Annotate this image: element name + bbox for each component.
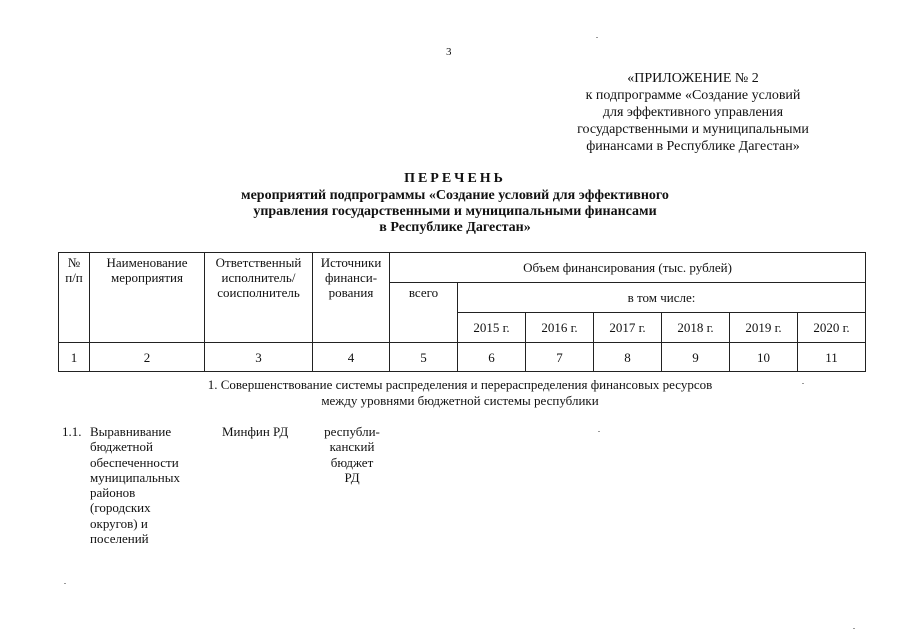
header-year: 2020 г. xyxy=(798,313,866,343)
header-total: всего xyxy=(390,283,458,343)
column-number: 8 xyxy=(594,343,662,372)
section-line: 1. Совершенствование системы распределения и перераспределения финансовых ресурсов xyxy=(207,377,713,392)
column-number: 9 xyxy=(662,343,730,372)
column-number: 11 xyxy=(798,343,866,372)
row-name-line: обеспеченности xyxy=(90,454,179,470)
row-name-line: (городских xyxy=(90,500,151,516)
column-number: 2 xyxy=(90,343,205,372)
header-year: 2016 г. xyxy=(526,313,594,343)
row-number: 1.1. xyxy=(62,424,82,439)
header-volume: Объем финансирования (тыс. рублей) xyxy=(390,253,866,283)
header-num: № п/п xyxy=(59,253,90,343)
row-funding-source xyxy=(314,424,390,485)
subtitle-line: мероприятий подпрограммы «Создание условий для эффективного xyxy=(241,188,669,203)
column-number: 3 xyxy=(205,343,313,372)
row-name-line: районов xyxy=(90,485,136,501)
header-year: 2017 г. xyxy=(594,313,662,343)
header-including: в том числе: xyxy=(458,283,866,313)
appendix-line: «ПРИЛОЖЕНИЕ № 2 xyxy=(627,71,759,86)
section-line: между уровнями бюджетной системы республики xyxy=(321,393,599,408)
appendix-header xyxy=(553,70,833,155)
appendix-line: финансами в Республике Дагестан» xyxy=(586,139,800,154)
appendix-line: государственными и муниципальными xyxy=(577,122,809,137)
scan-speck xyxy=(596,37,598,38)
column-number: 7 xyxy=(526,343,594,372)
header-year: 2018 г. xyxy=(662,313,730,343)
scan-speck xyxy=(853,628,855,629)
column-number: 6 xyxy=(458,343,526,372)
header-executor: Ответственный исполнитель/ соисполнитель xyxy=(205,253,313,343)
scan-speck xyxy=(802,383,804,384)
row-name-line: муниципальных xyxy=(90,469,181,485)
row-activity-name xyxy=(90,424,205,546)
header-year: 2019 г. xyxy=(730,313,798,343)
financing-table xyxy=(58,252,866,372)
row-executor: Минфин РД xyxy=(222,424,289,439)
row-source-line: республи- xyxy=(324,424,380,439)
subtitle-line: управления государственными и муниципальными финансами xyxy=(253,204,657,219)
row-source-line: РД xyxy=(344,469,360,485)
page-number: 3 xyxy=(446,46,452,58)
row-name-line: Выравнивание xyxy=(90,424,172,439)
row-source-line: бюджет xyxy=(330,454,374,470)
column-number: 4 xyxy=(313,343,390,372)
column-number: 5 xyxy=(390,343,458,372)
section-heading xyxy=(120,377,800,409)
row-name-line: бюджетной xyxy=(90,439,153,455)
row-name-line: округов) и xyxy=(90,515,148,531)
row-source-line: канский xyxy=(329,439,375,455)
column-number: 10 xyxy=(730,343,798,372)
document-title: ПЕРЕЧЕНЬ xyxy=(404,171,506,186)
header-source: Источники финанси-рования xyxy=(313,253,390,343)
subtitle-line: в Республике Дагестан» xyxy=(379,220,531,235)
header-name: Наименование мероприятия xyxy=(90,253,205,343)
column-number: 1 xyxy=(59,343,90,372)
header-year: 2015 г. xyxy=(458,313,526,343)
scan-speck xyxy=(598,431,600,432)
document-subtitle xyxy=(170,188,740,236)
scan-speck xyxy=(64,583,66,584)
row-name-line: поселений xyxy=(90,531,149,547)
appendix-line: к подпрограмме «Создание условий xyxy=(585,88,801,103)
appendix-line: для эффективного управления xyxy=(602,105,784,120)
